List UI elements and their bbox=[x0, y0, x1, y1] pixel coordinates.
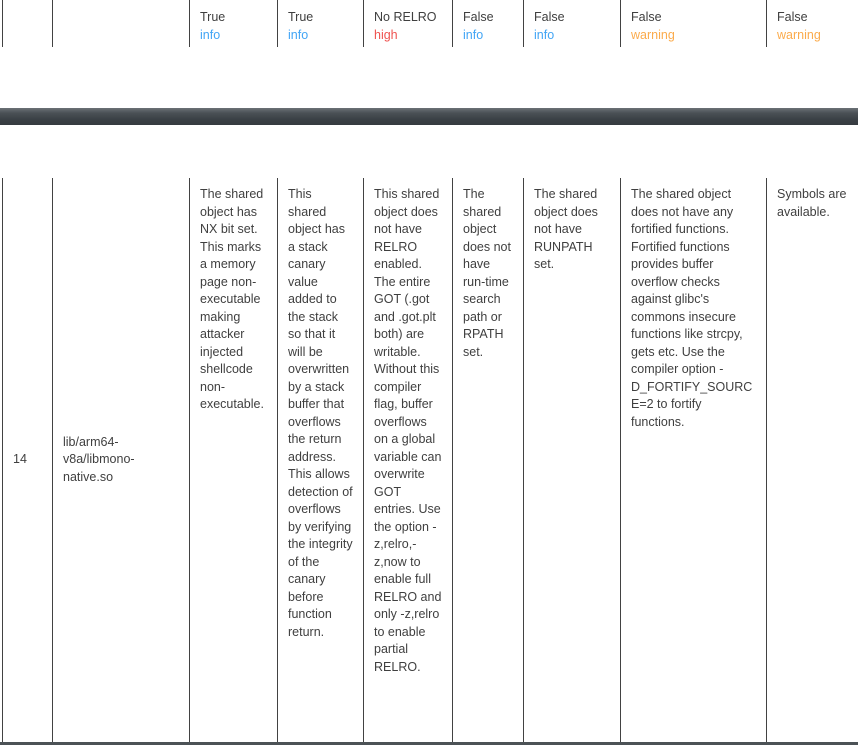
severity-badge: info bbox=[200, 27, 221, 42]
severity-badge: warning bbox=[631, 27, 675, 42]
prev-relro-cell bbox=[363, 0, 452, 47]
prev-fortify-cell bbox=[620, 0, 766, 47]
shared-object-cell bbox=[52, 178, 189, 742]
prev-nx-cell bbox=[189, 0, 277, 47]
relro-description-cell: This shared object does not have RELRO enabled. The entire GOT (.got and .got.plt both) are writable. Without this compiler flag, buffer overflows on a global variable can overwrite GOT entries. Use the option -z,relro,-z,now to enable full RELRO and only -z,relro to enable partial RELRO. bbox=[363, 178, 452, 742]
stack-canary-description-cell: This shared object has a stack canary value added to the stack so that it will be overwritten by a stack buffer that overflows the return address. This allows detection of overflows by verifying the integrity of the canary before function return. bbox=[277, 178, 363, 742]
stack-canary-value: True bbox=[288, 10, 314, 24]
prev-rpath-cell bbox=[452, 0, 523, 47]
page-margin-gap bbox=[0, 125, 858, 178]
previous-row-fragment bbox=[2, 0, 858, 47]
rpath-value: False bbox=[463, 10, 494, 24]
prev-row-number-cell bbox=[2, 0, 52, 47]
severity-badge: info bbox=[288, 27, 309, 42]
prev-shared-object-cell bbox=[52, 0, 189, 47]
symbols-value: False bbox=[777, 10, 808, 24]
relro-value: No RELRO bbox=[374, 10, 437, 24]
runpath-description-cell: The shared object does not have RUNPATH set. bbox=[523, 178, 620, 742]
severity-badge: info bbox=[463, 27, 484, 42]
symbols-description-cell: Symbols are available. bbox=[766, 178, 858, 742]
fortify-description-cell: The shared object does not have any fortified functions. Fortified functions provides buffer overflow checks against glibc's commons insecure functions like strcpy, gets etc. Use the compiler option -D_FORTIFY_SOURCE=2 to fortify functions. bbox=[620, 178, 766, 742]
prev-runpath-cell bbox=[523, 0, 620, 47]
runpath-value: False bbox=[534, 10, 565, 24]
prev-stack-canary-cell bbox=[277, 0, 363, 47]
row-number-cell bbox=[2, 178, 52, 742]
page-divider-bar bbox=[0, 108, 858, 125]
shared-object-path: lib/arm64-v8a/libmono-native.so bbox=[63, 434, 135, 484]
severity-badge: warning bbox=[777, 27, 821, 42]
rpath-description-cell: The shared object does not have run-time search path or RPATH set. bbox=[452, 178, 523, 742]
nx-value: True bbox=[200, 10, 226, 24]
page-margin-gap bbox=[0, 47, 858, 108]
table-bottom-border bbox=[0, 742, 858, 745]
row-number: 14 bbox=[13, 452, 27, 467]
severity-badge: high bbox=[374, 27, 398, 42]
fortify-value: False bbox=[631, 10, 662, 24]
prev-symbols-cell bbox=[766, 0, 858, 47]
nx-description-cell: The shared object has NX bit set. This marks a memory page non-executable making attacker injected shellcode non-executable. bbox=[189, 178, 277, 742]
shared-object-row bbox=[2, 178, 858, 742]
severity-badge: info bbox=[534, 27, 555, 42]
